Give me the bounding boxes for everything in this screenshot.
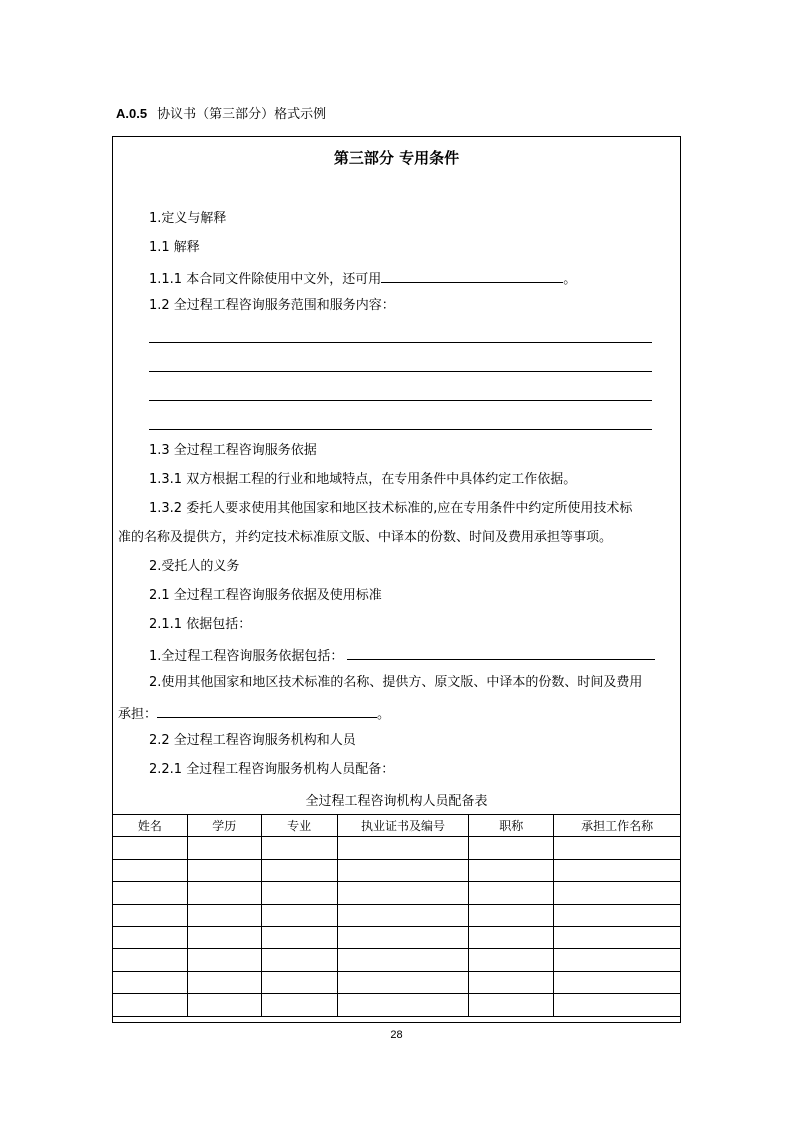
para-obligations: 2.受托人的义务: [149, 559, 240, 574]
table-cell[interactable]: [187, 859, 261, 881]
table-row: [113, 904, 681, 926]
section-number: A.0.5: [116, 106, 148, 121]
header-certificate: 执业证书及编号: [337, 815, 469, 837]
table-cell[interactable]: [337, 971, 469, 993]
para-basis-2: 1.3.2 委托人要求使用其他国家和地区技术标准的,应在专用条件中约定所使用技术标: [149, 501, 633, 516]
form-title: 第三部分 专用条件: [333, 149, 460, 167]
table-cell[interactable]: [337, 926, 469, 948]
table-cell[interactable]: [469, 994, 554, 1016]
para-service-basis: [149, 646, 655, 665]
table-cell[interactable]: [187, 926, 261, 948]
table-cell[interactable]: [469, 926, 554, 948]
table-cell[interactable]: [554, 837, 681, 859]
para-agency-staff: 2.2 全过程工程咨询服务机构和人员: [149, 733, 356, 748]
table-row: [113, 994, 681, 1016]
table-cell[interactable]: [113, 971, 188, 993]
para-basis-includes: 2.1.1 依据包括：: [149, 617, 252, 632]
scope-blank-line-2[interactable]: [149, 371, 652, 372]
para-language-text: 1.1.1 本合同文件除使用中文外，还可用: [149, 272, 382, 287]
para-language: [149, 269, 576, 288]
table-cell[interactable]: [469, 971, 554, 993]
table-cell[interactable]: [554, 859, 681, 881]
para-language-end: 。: [563, 272, 577, 287]
staff-table-title: 全过程工程咨询机构人员配备表: [305, 794, 488, 809]
table-cell[interactable]: [113, 882, 188, 904]
table-cell[interactable]: [113, 949, 188, 971]
table-cell[interactable]: [113, 859, 188, 881]
para-other-standards: 2.使用其他国家和地区技术标准的名称、提供方、原文版、中译本的份数、时间及费用: [149, 675, 643, 690]
table-cell[interactable]: [113, 926, 188, 948]
table-cell[interactable]: [261, 926, 337, 948]
language-blank[interactable]: [381, 269, 563, 283]
staff-table-header-row: [113, 815, 681, 837]
table-row: [113, 971, 681, 993]
table-row: [113, 837, 681, 859]
table-cell[interactable]: [187, 994, 261, 1016]
table-cell[interactable]: [554, 926, 681, 948]
table-cell[interactable]: [469, 949, 554, 971]
para-definitions: 1.定义与解释: [149, 211, 227, 226]
scope-blank-line-4[interactable]: [149, 429, 652, 430]
table-cell[interactable]: [469, 837, 554, 859]
table-cell[interactable]: [113, 994, 188, 1016]
table-row: [113, 859, 681, 881]
table-cell[interactable]: [554, 882, 681, 904]
table-row: [113, 926, 681, 948]
para-basis-2-cont: 准的名称及提供方，并约定技术标准原文版、中译本的份数、时间及费用承担等事项。: [118, 530, 613, 545]
table-cell[interactable]: [187, 837, 261, 859]
header-name: 姓名: [113, 815, 188, 837]
table-cell[interactable]: [554, 949, 681, 971]
table-cell[interactable]: [261, 837, 337, 859]
scope-blank-line-1[interactable]: [149, 342, 652, 343]
para-service-basis-text: 1.全过程工程咨询服务依据包括：: [149, 649, 344, 664]
table-cell[interactable]: [261, 859, 337, 881]
table-cell[interactable]: [261, 994, 337, 1016]
table-cell[interactable]: [554, 994, 681, 1016]
cost-bearing-blank[interactable]: [157, 704, 377, 718]
table-cell[interactable]: [337, 994, 469, 1016]
table-cell[interactable]: [261, 949, 337, 971]
para-scope: 1.2 全过程工程咨询服务范围和服务内容：: [149, 298, 395, 313]
table-cell[interactable]: [261, 904, 337, 926]
para-basis: 1.3 全过程工程咨询服务依据: [149, 443, 317, 458]
scope-blank-line-3[interactable]: [149, 400, 652, 401]
table-cell[interactable]: [261, 971, 337, 993]
header-title: 职称: [469, 815, 554, 837]
table-cell[interactable]: [261, 882, 337, 904]
form-box: [112, 136, 681, 1023]
para-cost-bearing-end: 。: [377, 707, 391, 722]
table-cell[interactable]: [337, 859, 469, 881]
para-cost-bearing-text: 承担：: [118, 707, 158, 722]
table-cell[interactable]: [187, 971, 261, 993]
table-row: [113, 949, 681, 971]
table-cell[interactable]: [554, 904, 681, 926]
para-staffing: 2.2.1 全过程工程咨询服务机构人员配备：: [149, 762, 395, 777]
table-cell[interactable]: [337, 837, 469, 859]
header-major: 专业: [261, 815, 337, 837]
table-cell[interactable]: [469, 904, 554, 926]
section-heading: [116, 103, 326, 122]
table-cell[interactable]: [554, 971, 681, 993]
table-cell[interactable]: [337, 904, 469, 926]
table-cell[interactable]: [113, 904, 188, 926]
para-basis-1: 1.3.1 双方根据工程的行业和地域特点，在专用条件中具体约定工作依据。: [149, 472, 577, 487]
table-cell[interactable]: [187, 882, 261, 904]
staff-table: [112, 814, 681, 1017]
table-cell[interactable]: [337, 882, 469, 904]
table-cell[interactable]: [469, 882, 554, 904]
table-cell[interactable]: [469, 859, 554, 881]
table-cell[interactable]: [113, 837, 188, 859]
table-row: [113, 882, 681, 904]
header-education: 学历: [187, 815, 261, 837]
table-cell[interactable]: [337, 949, 469, 971]
table-cell[interactable]: [187, 904, 261, 926]
header-work: 承担工作名称: [554, 815, 681, 837]
para-standards: 2.1 全过程工程咨询服务依据及使用标准: [149, 588, 382, 603]
table-cell[interactable]: [187, 949, 261, 971]
para-cost-bearing: [118, 704, 390, 723]
page-number: 28: [390, 1029, 403, 1041]
para-interpretation: 1.1 解释: [149, 240, 200, 255]
section-title: 协议书（第三部分）格式示例: [157, 107, 327, 122]
service-basis-blank[interactable]: [347, 646, 655, 660]
